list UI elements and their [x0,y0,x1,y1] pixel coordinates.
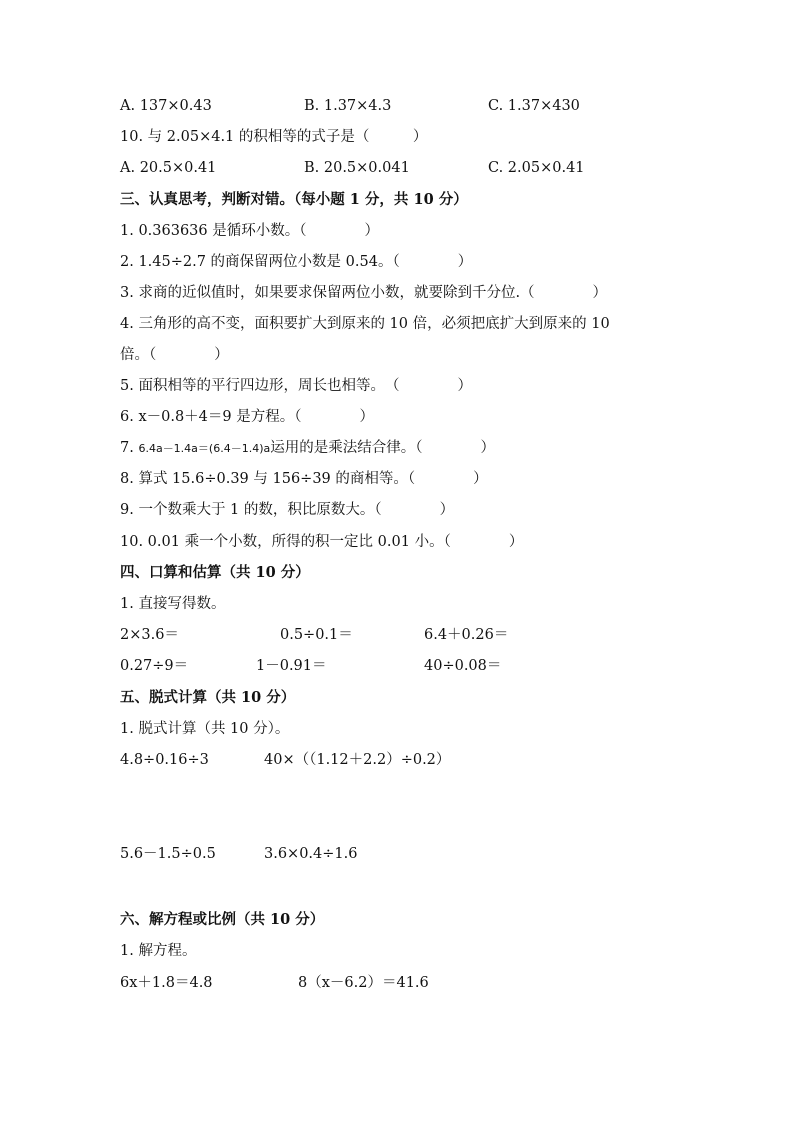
step-calc-1: 4.8÷0.16÷3 [120,752,209,768]
mental-calc-1: 2×3.6＝ [120,627,179,643]
q10-option-c: C. 2.05×0.41 [488,160,585,176]
judge-item-7 [120,438,495,459]
judge-item-7-number: 7. [120,440,134,456]
judge-item-10: 10. 0.01 乘一个小数，所得的积一定比 0.01 小。（ ） [120,534,524,550]
q10-stem: 10. 与 2.05×4.1 的积相等的式子是（ ） [120,129,428,145]
section4-subtitle: 1. 直接写得数。 [120,596,226,612]
equation-1: 6x＋1.8＝4.8 [120,975,213,991]
judge-item-3: 3. 求商的近似值时，如果要求保留两位小数，就要除到千分位.（ ） [120,285,608,301]
q9-option-c: C. 1.37×430 [488,98,580,114]
section3-title: 三、认真思考，判断对错。（每小题 1 分，共 10 分） [120,191,468,208]
step-calc-4: 3.6×0.4÷1.6 [264,846,358,862]
mental-calc-5: 1－0.91＝ [256,658,327,674]
q9-option-a: A. 137×0.43 [120,98,212,114]
mental-calc-4: 0.27÷9＝ [120,658,189,674]
judge-item-5: 5. 面积相等的平行四边形，周长也相等。 （ ） [120,378,472,394]
judge-item-7-formula: 6.4a－1.4a＝(6.4－1.4)a [138,442,271,455]
judge-item-8: 8. 算式 15.6÷0.39 与 156÷39 的商相等。（ ） [120,471,488,487]
section4-title: 四、口算和估算（共 10 分） [120,564,310,581]
mental-calc-3: 6.4＋0.26＝ [424,627,509,643]
judge-item-7-text: 运用的是乘法结合律。（ ） [270,440,495,456]
section5-title: 五、脱式计算（共 10 分） [120,689,296,706]
judge-item-2: 2. 1.45÷2.7 的商保留两位小数是 0.54。（ ） [120,254,473,270]
judge-item-4-cont: 倍。（ ） [120,347,229,363]
mental-calc-6: 40÷0.08＝ [424,658,502,674]
judge-item-4: 4. 三角形的高不变，面积要扩大到原来的 10 倍，必须把底扩大到原来的 10 [120,316,610,332]
mental-calc-2: 0.5÷0.1＝ [280,627,353,643]
section6-subtitle: 1. 解方程。 [120,943,197,959]
q10-option-b: B. 20.5×0.041 [304,160,410,176]
judge-item-9: 9. 一个数乘大于 1 的数，积比原数大。（ ） [120,502,455,518]
q9-option-b: B. 1.37×4.3 [304,98,392,114]
equation-2: 8（x－6.2）＝41.6 [298,975,429,991]
section5-subtitle: 1. 脱式计算（共 10 分）。 [120,721,290,737]
q10-option-a: A. 20.5×0.41 [120,160,217,176]
judge-item-1: 1. 0.363636 是循环小数。（ ） [120,223,379,239]
section6-title: 六、解方程或比例（共 10 分） [120,911,325,928]
step-calc-2: 40×（（1.12＋2.2）÷0.2） [264,752,451,768]
step-calc-3: 5.6－1.5÷0.5 [120,846,216,862]
judge-item-6: 6. x－0.8＋4＝9 是方程。（ ） [120,409,374,425]
